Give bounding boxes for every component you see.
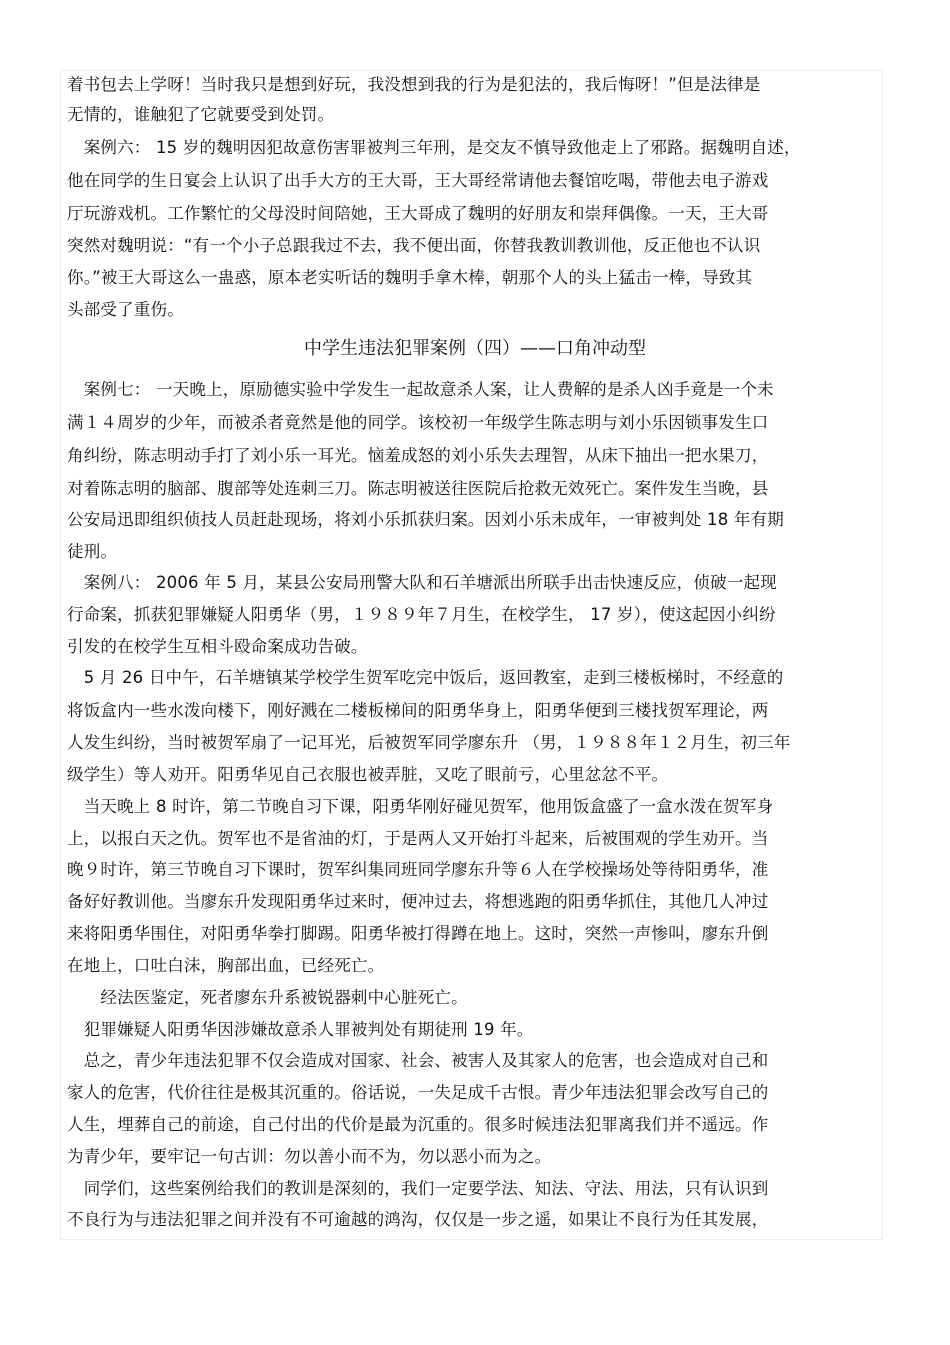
paragraph-line: 头部受了重伤。 xyxy=(67,300,184,319)
section-heading: 中学生违法犯罪案例（四）——口角冲动型 xyxy=(304,338,646,359)
paragraph-line: 上，以报白天之仇。贺军也不是省油的灯，于是两人又开始打斗起来，后被围观的学生劝开。当 xyxy=(67,829,769,848)
paragraph-line: 在地上，口吐白沫，胸部出血，已经死亡。 xyxy=(67,956,385,975)
paragraph-line: 案例八： 2006 年 5 月，某县公安局刑警大队和石羊塘派出所联手出击快速反应，侦破一起现 xyxy=(67,573,777,592)
paragraph-line: 5 月 26 日中午，石羊塘镇某学校学生贺军吃完中饭后，返回教室，走到三楼板梯时，不经意的 xyxy=(67,668,784,687)
paragraph-line: 总之，青少年违法犯罪不仅会造成对国家、社会、被害人及其家人的危害，也会造成对自己和 xyxy=(67,1051,769,1070)
paragraph-line: 引发的在校学生互相斗殴命案成功告破。 xyxy=(67,637,368,656)
paragraph-line: 满１４周岁的少年，而被杀者竟然是他的同学。该校初一年级学生陈志明与刘小乐因锁事发生口 xyxy=(67,413,769,432)
paragraph-line: 人生，埋葬自己的前途，自己付出的代价是最为沉重的。很多时候违法犯罪离我们并不遥远。作 xyxy=(67,1115,769,1134)
paragraph-line: 犯罪嫌疑人阳勇华因涉嫌故意杀人罪被判处有期徒刑 19 年。 xyxy=(67,1020,534,1039)
paragraph-line: 行命案，抓获犯罪嫌疑人阳勇华（男，１９８９年７月生，在校学生， 17 岁），使这起因小纠纷 xyxy=(67,605,776,624)
paragraph-line: 角纠纷，陈志明动手打了刘小乐一耳光。恼羞成怒的刘小乐失去理智，从床下抽出一把水果刀， xyxy=(67,446,769,465)
paragraph-line: 公安局迅即组织侦技人员赶赴现场，将刘小乐抓获归案。因刘小乐未成年，一审被判处 18 年有期 xyxy=(67,510,784,529)
paragraph-line: 无情的，谁触犯了它就要受到处罚。 xyxy=(67,105,335,124)
paragraph-line: 对着陈志明的脑部、腹部等处连刺三刀。陈志明被送往医院后抢救无效死亡。案件发生当晚，县 xyxy=(67,479,769,498)
paragraph-line: 级学生）等人劝开。阳勇华见自己衣服也被弄脏，又吃了眼前亏，心里忿忿不平。 xyxy=(67,765,669,784)
paragraph-line: 着书包去上学呀！当时我只是想到好玩，我没想到我的行为是犯法的，我后悔呀！”但是法律是 xyxy=(67,75,761,94)
paragraph-line: 厅玩游戏机。工作繁忙的父母没时间陪她，王大哥成了魏明的好朋友和崇拜偶像。一天，王大哥 xyxy=(67,204,769,223)
paragraph-line: 人发生纠纷，当时被贺军扇了一记耳光，后被贺军同学廖东升 （男，１９８８年１２月生，初三年 xyxy=(67,733,791,752)
paragraph-line: 突然对魏明说：“有一个小子总跟我过不去，我不便出面，你替我教训教训他，反正他也不认识 xyxy=(67,236,761,255)
paragraph-line: 当天晚上 8 时许，第二节晚自习下课，阳勇华刚好碰见贺军，他用饭盒盛了一盒水泼在贺军身 xyxy=(67,797,774,816)
paragraph-line: 备好好教训他。当廖东升发现阳勇华过来时，便冲过去，将想逃跑的阳勇华抓住，其他几人冲过 xyxy=(67,892,769,911)
paragraph-line: 经法医鉴定，死者廖东升系被锐器刺中心脏死亡。 xyxy=(67,988,468,1007)
paragraph-line: 案例七： 一天晚上，原励德实验中学发生一起故意杀人案，让人费解的是杀人凶手竟是一个未 xyxy=(67,380,774,399)
paragraph-line: 晚９时许，第三节晚自习下课时，贺军纠集同班同学廖东升等６人在学校操场处等待阳勇华，准 xyxy=(67,860,769,879)
paragraph-line: 同学们，这些案例给我们的教训是深刻的，我们一定要学法、知法、守法、用法，只有认识到 xyxy=(67,1179,769,1198)
paragraph-line: 你。”被王大哥这么一蛊惑，原本老实听话的魏明手拿木棒，朝那个人的头上猛击一棒，导致其 xyxy=(67,268,753,287)
paragraph-line: 案例六： 15 岁的魏明因犯故意伤害罪被判三年刑，是交友不慎导致他走上了邪路。据魏明自述， xyxy=(67,138,801,157)
paragraph-line: 来将阳勇华围住，对阳勇华拳打脚踢。阳勇华被打得蹲在地上。这时，突然一声惨叫，廖东升倒 xyxy=(67,924,769,943)
paragraph-line: 不良行为与违法犯罪之间并没有不可逾越的鸿沟，仅仅是一步之遥，如果让不良行为任其发展， xyxy=(67,1210,769,1229)
paragraph-line: 徒刑。 xyxy=(67,542,118,561)
paragraph-line: 将饭盒内一些水泼向楼下，刚好溅在二楼板梯间的阳勇华身上，阳勇华便到三楼找贺军理论，两 xyxy=(67,701,769,720)
paragraph-line: 为青少年，要牢记一句古训：勿以善小而不为，勿以恶小而为之。 xyxy=(67,1147,552,1166)
paragraph-line: 他在同学的生日宴会上认识了出手大方的王大哥，王大哥经常请他去餐馆吃喝，带他去电子游戏 xyxy=(67,171,769,190)
paragraph-line: 家人的危害，代价往往是极其沉重的。俗话说，一失足成千古恨。青少年违法犯罪会改写自己的 xyxy=(67,1083,769,1102)
